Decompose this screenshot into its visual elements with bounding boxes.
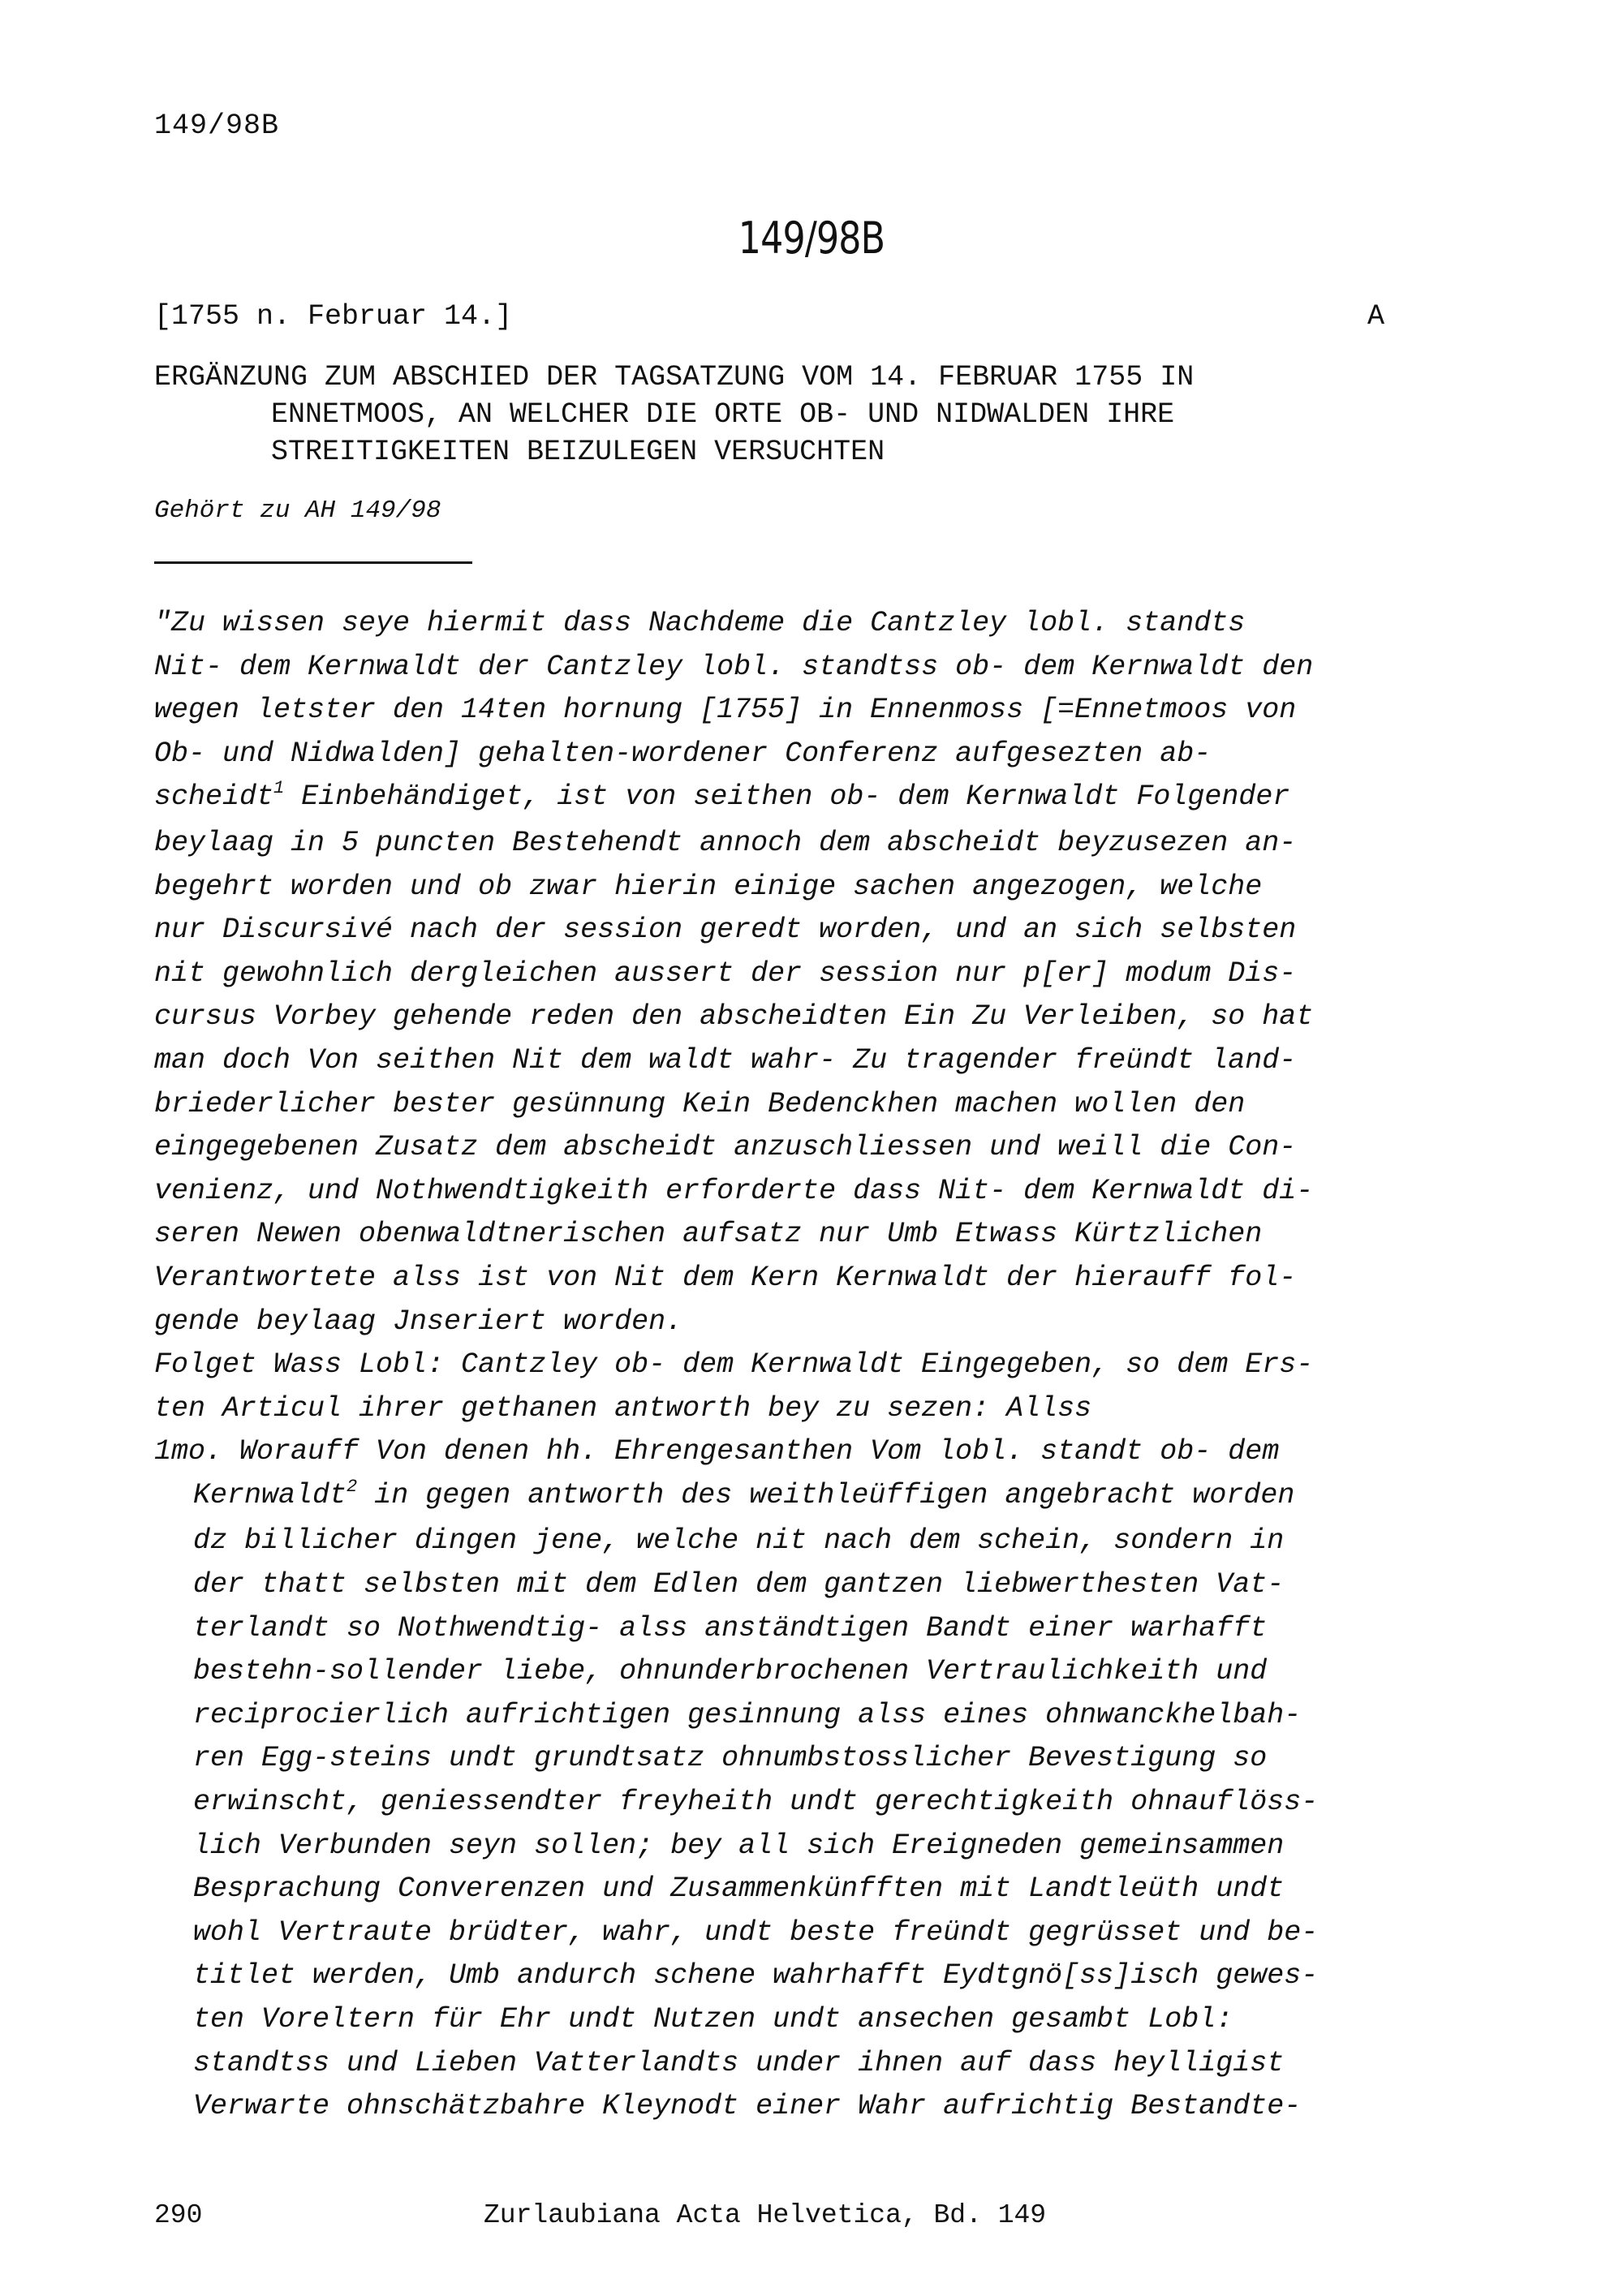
text-line: 1mo. Worauff Von denen hh. Ehrengesanthen Vom lobl. standt ob- dem [154, 1435, 1280, 1468]
text-line: nur Discursivé nach der session geredt worden, und an sich selbsten [154, 914, 1297, 947]
text-line: erwinscht, geniessendter freyheith undt gerechtigkeith ohnauflöss- [193, 1786, 1319, 1819]
text-line: nit gewohnlich dergleichen aussert der session nur p[er] modum Dis- [154, 957, 1297, 990]
text-line: der thatt selbsten mit dem Edlen dem gantzen liebwerthesten Vat- [193, 1568, 1285, 1602]
text-line: ten Articul ihrer gethanen antworth bey zu sezen: Allss [154, 1391, 1092, 1425]
text-line: "Zu wissen seye hiermit dass Nachdeme die Cantzley lobl. standts [154, 607, 1246, 639]
text-line: beylaag in 5 puncten Bestehendt annoch dem abscheidt beyzusezen an- [154, 826, 1297, 859]
text-line: Ob- und Nidwalden] gehalten-wordener Conferenz aufgesezten ab- [154, 737, 1212, 770]
footnote-marker: 1 [273, 778, 285, 799]
text-segment: Einbehändiget, ist von seithen ob- dem Kernwaldt Folgender [284, 780, 1290, 814]
title-line: ENNETMOOS, AN WELCHER DIE ORTE OB- UND NIDWALDEN IHRE [271, 398, 1175, 431]
document-number: 149/98B [738, 213, 885, 264]
text-line: Besprachung Converenzen und Zusammenkünfften mit Landtleüth undt [193, 1872, 1285, 1906]
text-line: ren Egg-steins undt grundtsatz ohnumbstosslicher Bevestigung so [193, 1742, 1268, 1775]
running-head: 149/98B [154, 110, 280, 142]
text-line: venienz, und Nothwendtigkeith erforderte dass Nit- dem Kernwaldt di- [154, 1174, 1314, 1207]
text-line: terlandt so Nothwendtig- alss anständtigen Bandt einer warhafft [193, 1611, 1268, 1645]
footer-series-title: Zurlaubiana Acta Helvetica, Bd. 149 [484, 2200, 1047, 2230]
footnote-marker: 2 [347, 1476, 358, 1497]
text-line: Folget Wass Lobl: Cantzley ob- dem Kernwaldt Eingegeben, so dem Ers- [154, 1348, 1314, 1382]
source-sigle: A [1367, 300, 1385, 333]
text-line: man doch Von seithen Nit dem waldt wahr- Zu tragender freündt land- [154, 1043, 1297, 1077]
text-line: wohl Vertraute brüdter, wahr, undt beste freündt gegrüsset und be- [193, 1915, 1319, 1949]
title-line: ERGÄNZUNG ZUM ABSCHIED DER TAGSATZUNG VOM 14. FEBRUAR 1755 IN [154, 361, 1195, 393]
text-line: ten Voreltern für Ehr undt Nutzen undt ansechen gesambt Lobl: [193, 2003, 1233, 2036]
text-segment: scheidt [154, 780, 274, 814]
document-title [154, 359, 1420, 471]
text-line: titlet werden, Umb andurch schene wahrhafft Eydtgnö[ss]isch gewes- [193, 1959, 1319, 1993]
text-line: lich Verbunden seyn sollen; bey all sich Ereigneden gemeinsammen [193, 1829, 1285, 1862]
transcription-body [154, 602, 1420, 2129]
text-line: briederlicher bester gesünnung Kein Bedenckhen machen wollen den [154, 1087, 1246, 1120]
text-line: begehrt worden und ob zwar hierin einige sachen angezogen, welche [154, 870, 1263, 903]
text-line: seren Newen obenwaldtnerischen aufsatz nur Umb Etwass Kürtzlichen [154, 1218, 1263, 1251]
text-line: gende beylaag Jnseriert worden. [154, 1305, 683, 1338]
text-segment: in gegen antworth des weithleüffigen angebracht worden [357, 1478, 1295, 1511]
text-line: dz billicher dingen jene, welche nit nach dem schein, sondern in [193, 1524, 1285, 1558]
text-line: standtss und Lieben Vatterlandts under ihnen auf dass heylligist [193, 2046, 1285, 2079]
date-line: [1755 n. Februar 14.] [154, 300, 513, 333]
paragraph [154, 602, 1420, 1344]
text-line: reciprocierlich aufrichtigen gesinnung alss eines ohnwanckhelbah- [193, 1698, 1302, 1731]
page-number: 290 [154, 2200, 203, 2230]
separator-rule [154, 561, 472, 564]
paragraph [154, 1344, 1420, 1474]
text-line: bestehn-sollender liebe, ohnunderbrochenen Vertraulichkeith und [193, 1655, 1268, 1688]
text-line [154, 776, 1420, 822]
text-line: Nit- dem Kernwaldt der Cantzley lobl. standtss ob- dem Kernwaldt den [154, 650, 1314, 683]
text-line: Verwarte ohnschätzbahre Kleynodt einer Wahr aufrichtig Bestandte- [193, 2090, 1302, 2123]
text-segment: Kernwaldt [193, 1478, 347, 1511]
text-line: eingegebenen Zusatz dem abscheidt anzuschliessen und weill die Con- [154, 1131, 1297, 1164]
text-line: cursus Vorbey gehende reden den abscheidten Ein Zu Verleiben, so hat [154, 1000, 1314, 1034]
belongs-to-note: Gehört zu AH 149/98 [154, 497, 441, 525]
title-line: STREITIGKEITEN BEIZULEGEN VERSUCHTEN [271, 436, 885, 468]
indented-paragraph [154, 1474, 1420, 2129]
text-line: Verantwortete alss ist von Nit dem Kern Kernwaldt der hierauff fol- [154, 1261, 1297, 1294]
text-line: wegen letster den 14ten hornung [1755] in Ennenmoss [=Ennetmoos von [154, 694, 1297, 727]
text-line [193, 1474, 1420, 1520]
